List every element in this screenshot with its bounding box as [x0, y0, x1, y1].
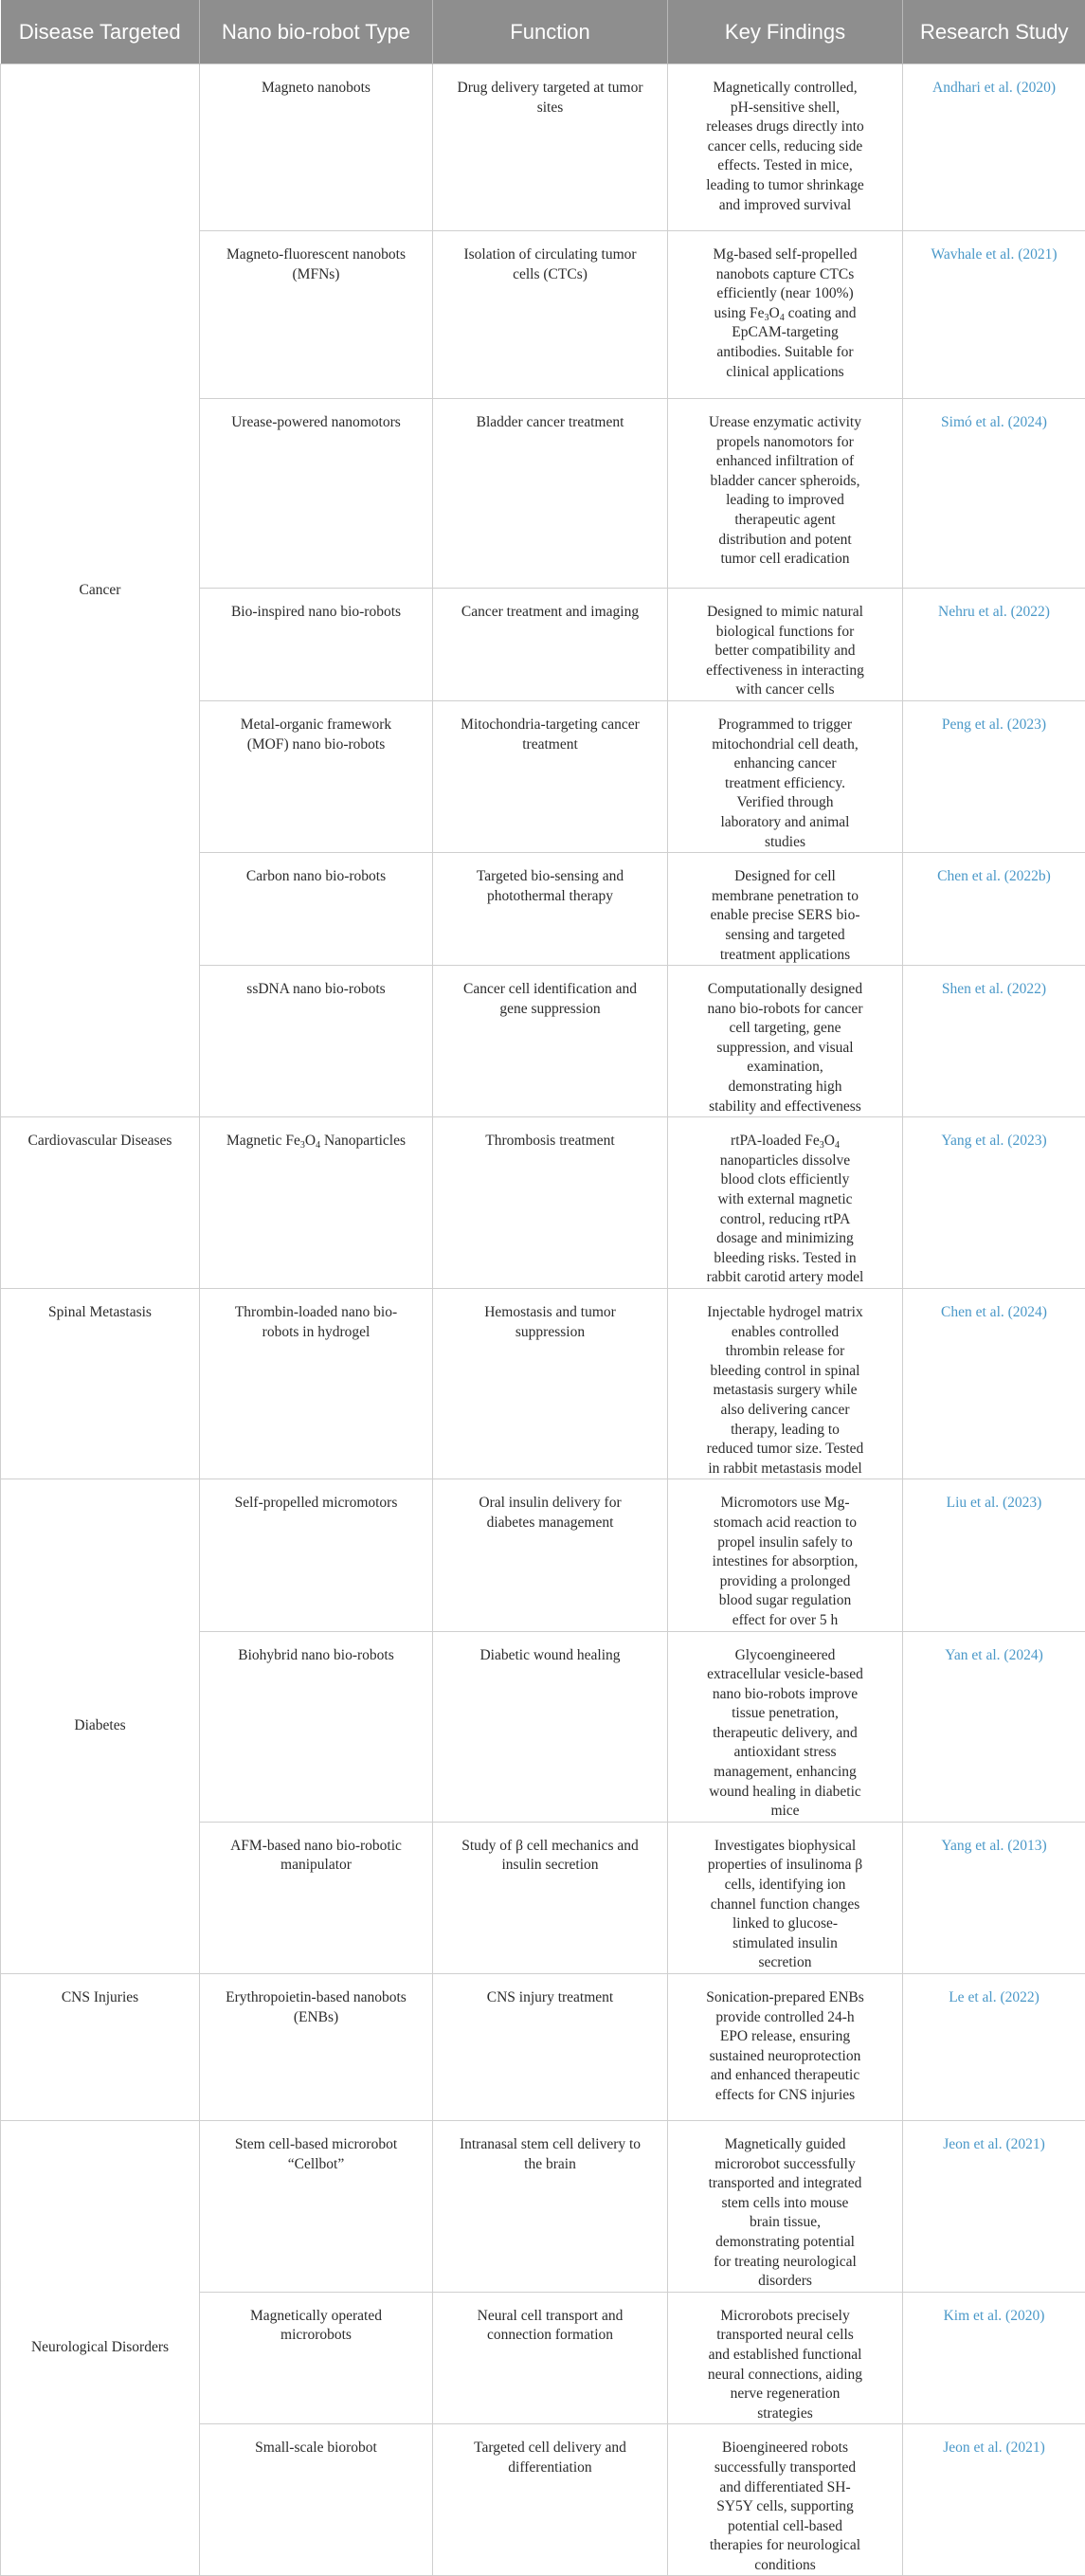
- robot-type-cell: Erythropoietin-based nanobots (ENBs): [200, 1974, 433, 2121]
- key-findings-cell: Designed for cell membrane penetration to enable precise SERS bio-sensing and targeted treatment applications: [668, 853, 903, 966]
- key-findings-cell: Micromotors use Mg-stomach acid reaction to propel insulin safely to intestines for absorption, providing a prolonged blood sugar regulation effect for over 5 h: [668, 1479, 903, 1631]
- robot-type-cell: Magnetic $Fe_3O_4$ Nanoparticles: [200, 1117, 433, 1289]
- disease-cell: Cardiovascular Diseases: [1, 1117, 200, 1289]
- function-cell: Drug delivery targeted at tumor sites: [433, 64, 668, 231]
- header-row: [1, 0, 1085, 64]
- disease-cell: CNS Injuries: [1, 1974, 200, 2121]
- robot-type-cell: Magnetically operated microrobots: [200, 2292, 433, 2424]
- disease-cell: Neurological Disorders: [1, 2121, 200, 2576]
- disease-cell: Spinal Metastasis: [1, 1289, 200, 1479]
- function-cell: Bladder cancer treatment: [433, 399, 668, 589]
- research-study-link[interactable]: Shen et al. (2022): [903, 966, 1085, 1117]
- table-row: [1, 1479, 1085, 1631]
- table-row: [1, 64, 1085, 231]
- key-findings-cell: Injectable hydrogel matrix enables controlled thrombin release for bleeding control in spinal metastasis surgery while also delivering cancer therapy, leading to reduced tumor size. Tested in rabbit metastasis model: [668, 1289, 903, 1479]
- table-row: [1, 1117, 1085, 1289]
- function-cell: Thrombosis treatment: [433, 1117, 668, 1289]
- robot-type-cell: Self-propelled micromotors: [200, 1479, 433, 1631]
- research-study-link[interactable]: Jeon et al. (2021): [903, 2424, 1085, 2576]
- table-row: [1, 1289, 1085, 1479]
- key-findings-cell: Sonication-prepared ENBs provide controlled 24-h EPO release, ensuring sustained neuroprotection and enhanced therapeutic effects for CNS injuries: [668, 1974, 903, 2121]
- function-cell: Neural cell transport and connection formation: [433, 2292, 668, 2424]
- table-body: [1, 64, 1085, 2576]
- function-cell: Targeted cell delivery and differentiation: [433, 2424, 668, 2576]
- key-findings-cell: Urease enzymatic activity propels nanomotors for enhanced infiltration of bladder cancer spheroids, leading to improved therapeutic agent distribution and potent tumor cell eradication: [668, 399, 903, 589]
- function-cell: Targeted bio-sensing and photothermal therapy: [433, 853, 668, 966]
- table-row: [1, 1974, 1085, 2121]
- function-cell: Isolation of circulating tumor cells (CTCs): [433, 231, 668, 399]
- research-study-link[interactable]: Yan et al. (2024): [903, 1631, 1085, 1822]
- key-findings-cell: Investigates biophysical properties of insulinoma β cells, identifying ion channel function changes linked to glucose-stimulated insulin secretion: [668, 1822, 903, 1973]
- header-function: Function: [433, 0, 668, 64]
- key-findings-cell: Programmed to trigger mitochondrial cell death, enhancing cancer treatment efficiency. Verified through laboratory and animal studies: [668, 700, 903, 852]
- research-study-link[interactable]: Yang et al. (2023): [903, 1117, 1085, 1289]
- research-study-link[interactable]: Le et al. (2022): [903, 1974, 1085, 2121]
- header-key-findings: Key Findings: [668, 0, 903, 64]
- research-study-link[interactable]: Nehru et al. (2022): [903, 589, 1085, 701]
- function-cell: CNS injury treatment: [433, 1974, 668, 2121]
- research-study-link[interactable]: Chen et al. (2024): [903, 1289, 1085, 1479]
- robot-type-cell: Thrombin-loaded nano bio-robots in hydrogel: [200, 1289, 433, 1479]
- key-findings-cell: Bioengineered robots successfully transported and differentiated SH-SY5Y cells, supporting potential cell-based therapies for neurological conditions: [668, 2424, 903, 2576]
- key-findings-cell: Mg-based self-propelled nanobots capture CTCs efficiently (near 100%) using $Fe_3O_4$ coating and EpCAM-targeting antibodies. Suitable for clinical applications: [668, 231, 903, 399]
- research-study-link[interactable]: Peng et al. (2023): [903, 700, 1085, 852]
- robot-type-cell: Metal-organic framework (MOF) nano bio-robots: [200, 700, 433, 852]
- robot-type-cell: Biohybrid nano bio-robots: [200, 1631, 433, 1822]
- research-study-link[interactable]: Andhari et al. (2020): [903, 64, 1085, 231]
- key-findings-cell: Computationally designed nano bio-robots for cancer cell targeting, gene suppression, and visual examination, demonstrating high stability and effectiveness: [668, 966, 903, 1117]
- robot-type-cell: Bio-inspired nano bio-robots: [200, 589, 433, 701]
- robot-type-cell: Magneto nanobots: [200, 64, 433, 231]
- table-row: [1, 2121, 1085, 2293]
- key-findings-cell: rtPA-loaded $Fe_3O_4$ nanoparticles dissolve blood clots efficiently with external magnetic control, reducing rtPA dosage and minimizing bleeding risks. Tested in rabbit carotid artery model: [668, 1117, 903, 1289]
- function-cell: Hemostasis and tumor suppression: [433, 1289, 668, 1479]
- function-cell: Cancer treatment and imaging: [433, 589, 668, 701]
- table-header: [1, 0, 1085, 64]
- robot-type-cell: Small-scale biorobot: [200, 2424, 433, 2576]
- research-study-link[interactable]: Kim et al. (2020): [903, 2292, 1085, 2424]
- function-cell: Oral insulin delivery for diabetes management: [433, 1479, 668, 1631]
- research-study-link[interactable]: Jeon et al. (2021): [903, 2121, 1085, 2293]
- key-findings-cell: Designed to mimic natural biological functions for better compatibility and effectiveness in interacting with cancer cells: [668, 589, 903, 701]
- key-findings-cell: Magnetically guided microrobot successfully transported and integrated stem cells into mouse brain tissue, demonstrating potential for treating neurological disorders: [668, 2121, 903, 2293]
- key-findings-cell: Glycoengineered extracellular vesicle-based nano bio-robots improve tissue penetration, therapeutic delivery, and antioxidant stress management, enhancing wound healing in diabetic mice: [668, 1631, 903, 1822]
- disease-cell: Cancer: [1, 64, 200, 1117]
- robot-type-cell: Carbon nano bio-robots: [200, 853, 433, 966]
- disease-cell: Diabetes: [1, 1479, 200, 1974]
- research-study-link[interactable]: Yang et al. (2013): [903, 1822, 1085, 1973]
- key-findings-cell: Magnetically controlled, pH-sensitive shell, releases drugs directly into cancer cells, reducing side effects. Tested in mice, leading to tumor shrinkage and improved survival: [668, 64, 903, 231]
- research-study-link[interactable]: Liu et al. (2023): [903, 1479, 1085, 1631]
- function-cell: Intranasal stem cell delivery to the brain: [433, 2121, 668, 2293]
- research-study-link[interactable]: Simó et al. (2024): [903, 399, 1085, 589]
- function-cell: Mitochondria-targeting cancer treatment: [433, 700, 668, 852]
- function-cell: Study of β cell mechanics and insulin secretion: [433, 1822, 668, 1973]
- header-research-study: Research Study: [903, 0, 1085, 64]
- robot-type-cell: Urease-powered nanomotors: [200, 399, 433, 589]
- header-disease-targeted: Disease Targeted: [1, 0, 200, 64]
- function-cell: Diabetic wound healing: [433, 1631, 668, 1822]
- header-nano-bio-robot-type: Nano bio-robot Type: [200, 0, 433, 64]
- key-findings-cell: Microrobots precisely transported neural cells and established functional neural connections, aiding nerve regeneration strategies: [668, 2292, 903, 2424]
- function-cell: Cancer cell identification and gene suppression: [433, 966, 668, 1117]
- robot-type-cell: Magneto-fluorescent nanobots (MFNs): [200, 231, 433, 399]
- robot-type-cell: AFM-based nano bio-robotic manipulator: [200, 1822, 433, 1973]
- robot-type-cell: Stem cell-based microrobot “Cellbot”: [200, 2121, 433, 2293]
- research-study-link[interactable]: Wavhale et al. (2021): [903, 231, 1085, 399]
- robot-type-cell: ssDNA nano bio-robots: [200, 966, 433, 1117]
- research-study-link[interactable]: Chen et al. (2022b): [903, 853, 1085, 966]
